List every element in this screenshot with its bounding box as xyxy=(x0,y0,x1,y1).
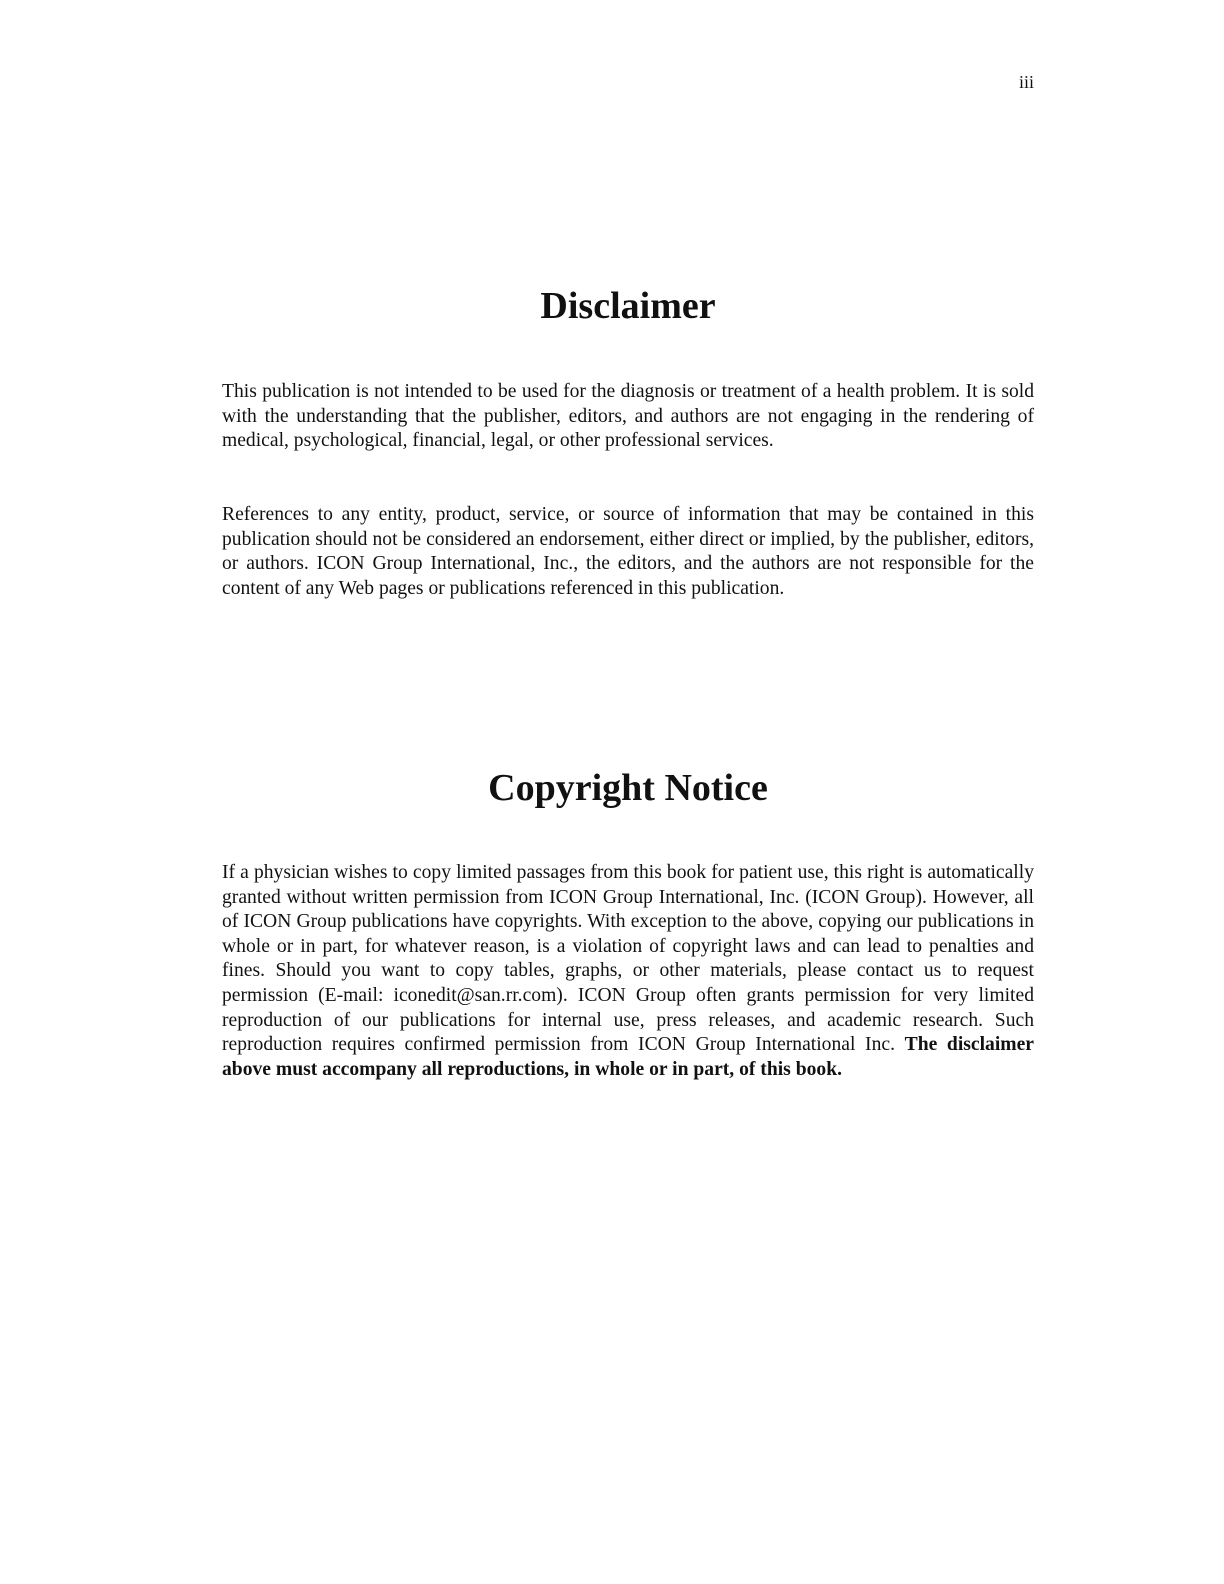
disclaimer-paragraph-2: References to any entity, product, service, or source of information that may be contained in this publication should not be considered an endorsement, either direct or implied, by the publisher, editors, or authors. ICON Group International, Inc., the editors, and the authors are not responsible for the content of any Web pages or publications referenced in this publication. xyxy=(222,504,1034,599)
copyright-title: Copyright Notice xyxy=(488,767,768,809)
disclaimer-title: Disclaimer xyxy=(540,285,716,327)
page-number: iii xyxy=(1018,72,1034,92)
disclaimer-paragraph-1: This publication is not intended to be used for the diagnosis or treatment of a health problem. It is sold with the understanding that the publisher, editors, and authors are not engaging in the rendering of medical, psychological, financial, legal, or other professional services. xyxy=(222,381,1034,452)
copyright-body-text: If a physician wishes to copy limited passages from this book for patient use, this right is automatically granted without written permission from ICON Group International, Inc. (ICON Group). However, all of ICON Group publications have copyrights. With exception to the above, copying our publications in whole or in part, for whatever reason, is a violation of copyright laws and can lead to penalties and fines. Should you want to copy tables, graphs, or other materials, please contact us to request permission (E-mail: iconedit@san.rr.com). ICON Group often grants permission for very limited reproduction of our publications for internal use, press releases, and academic research. Such reproduction requires confirmed permission from ICON Group International Inc. xyxy=(222,862,1034,1056)
copyright-bold-statement: The disclaimer above must accompany all reproductions, in whole or in part, of this book. xyxy=(222,1034,1034,1080)
copyright-paragraph xyxy=(222,861,1034,1082)
